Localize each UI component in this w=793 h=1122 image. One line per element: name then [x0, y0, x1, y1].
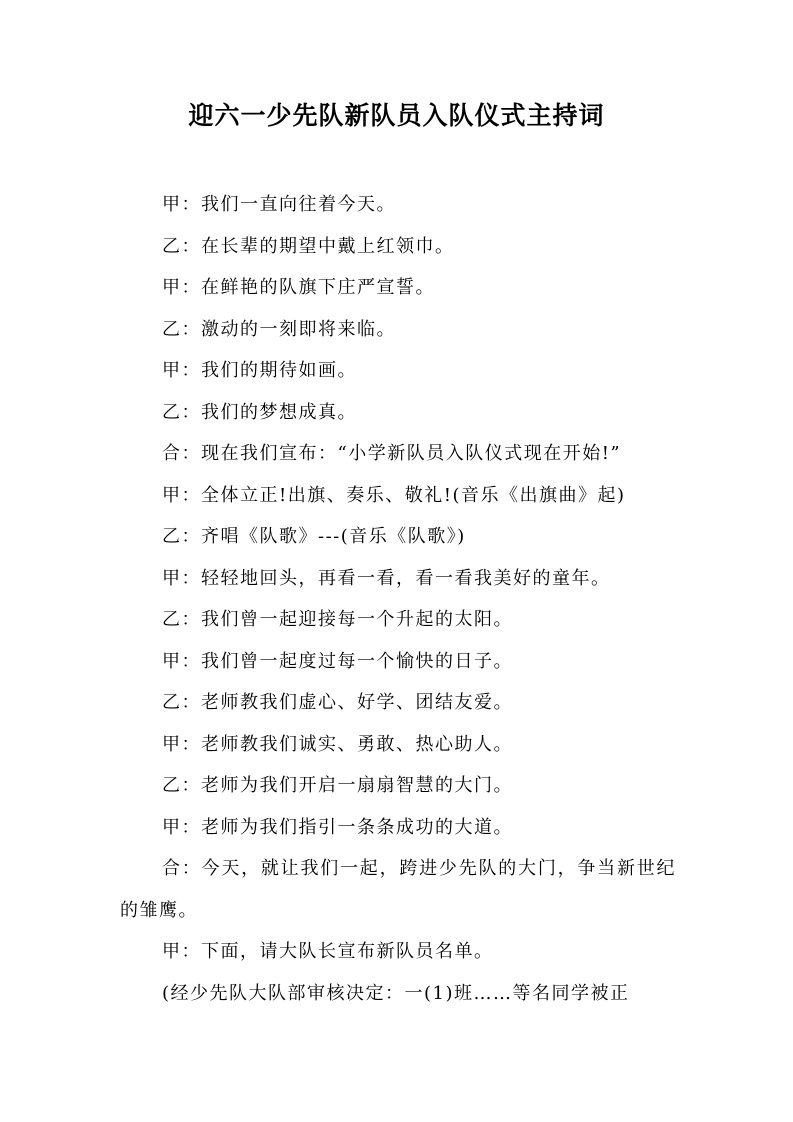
paragraph: 甲：老师为我们指引一条条成功的大道。	[162, 816, 513, 838]
paragraph: 乙：在长辈的期望中戴上红领巾。	[162, 235, 455, 257]
paragraph: 乙：齐唱《队歌》---(音乐《队歌》)	[162, 526, 466, 547]
paragraph: 乙：激动的一刻即将来临。	[162, 318, 396, 340]
paragraph: 合：今天，就让我们一起，跨进少先队的大门，争当新世纪的雏鹰。	[120, 858, 676, 921]
paragraph: 乙：我们曾一起迎接每一个升起的太阳。	[162, 609, 513, 630]
paragraph: 甲：老师教我们诚实、勇敢、热心助人。	[162, 733, 513, 755]
paragraph: (经少先队大队部审核决定：一(1)班……等名同学被正	[162, 982, 630, 1004]
paragraph: 甲：我们曾一起度过每一个愉快的日子。	[162, 650, 513, 672]
document-title: 迎六一少先队新队员入队仪式主持词	[188, 101, 605, 130]
paragraph: 甲：我们一直向往着今天。	[162, 194, 396, 215]
paragraph: 乙：老师教我们虚心、好学、团结友爱。	[162, 692, 513, 713]
paragraph: 合：现在我们宣布：“小学新队员入队仪式现在开始!”	[162, 443, 622, 464]
paragraph: 甲：下面，请大队长宣布新队员名单。	[162, 941, 494, 962]
paragraph: 甲：我们的期待如画。	[162, 360, 357, 381]
paragraph: 甲：在鲜艳的队旗下庄严宣誓。	[162, 277, 435, 298]
paragraph: 甲：轻轻地回头，再看一看，看一看我美好的童年。	[162, 567, 611, 589]
paragraph: 甲：全体立正!出旗、奏乐、敬礼!(音乐《出旗曲》起)	[162, 484, 626, 506]
document-body	[120, 184, 676, 1014]
paragraph: 乙：我们的梦想成真。	[162, 401, 357, 423]
paragraph: 乙：老师为我们开启一扇扇智慧的大门。	[162, 775, 513, 796]
